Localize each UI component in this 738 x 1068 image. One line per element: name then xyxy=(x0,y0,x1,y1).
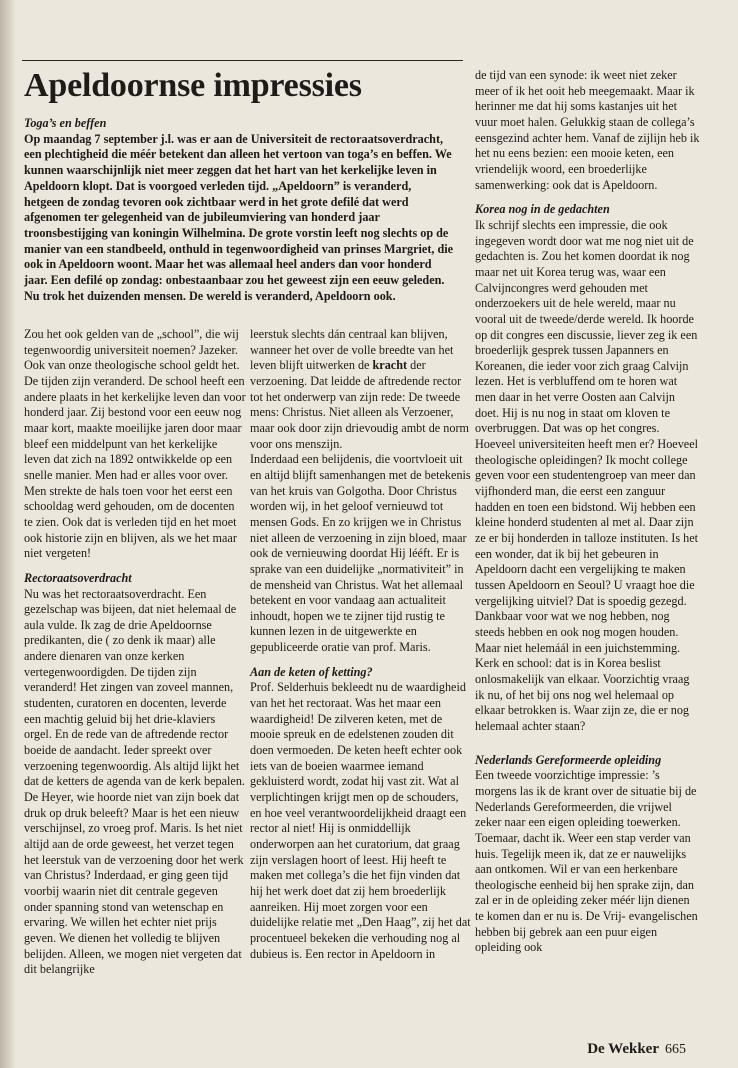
page-number: 665 xyxy=(665,1042,686,1057)
article-intro xyxy=(24,116,454,304)
subheading-nederlands-gereformeerde: Nederlands Gereformeerde opleiding xyxy=(475,752,662,767)
column-left xyxy=(24,327,246,978)
subheading-keten: Aan de keten of ketting? xyxy=(250,664,373,679)
text-run: leerstuk slechts dán centraal kan blijven, wanneer het over de volle breedte van het leven blijft uitwerken de xyxy=(250,327,454,373)
intro-kicker: Toga’s en beffen xyxy=(24,116,107,130)
paragraph: de tijd van een synode: ik weet niet zeker meer of ik het ooit heb meegemaakt. Maar ik herinner me dat hij soms kastanjes uit het vuur moet halen. Gelukkig staan de collega’s eensgezind achter hem. Vanaf de zijlijn heb ik het nu eens bezien: een mooie keten, een vriendelijk woord, een broederlijke samenwerking: ook dat is Apeldoorn. xyxy=(475,68,700,192)
top-rule xyxy=(22,60,463,61)
paragraph: Prof. Selderhuis bekleedt nu de waardigheid van het het rectoraat. Was het maar een waardigheid! De zilveren keten, met de mooie spreuk en de edelstenen zouden dit doen vermoeden. De keten heeft echter ook iets van de boeien waarmee iemand gekluisterd wordt, zodat hij vast zit. Wat al verplichtingen krijgt men op de schouders, en hoe veel verantwoordelijkheid draagt een rector al niet! Hij is onmiddellijk onderworpen aan het curatorium, dat graag zijn verslagen hoort of leest. Hij heeft te maken met collega’s die het fijn vinden dat hij het werk doet dat zij hem broederlijk aanreiken. Hij moet zorgen voor een duidelijke relatie met „Den Haag”, zij het dat procentueel bekeken die verhouding nog al dubieus is. Een rector in Apeldoorn in xyxy=(250,680,471,961)
paragraph: Inderdaad een belijdenis, die voortvloeit uit en altijd blijft samenhangen met de betekenis van het kruis van Golgotha. Door Christus worden wij, in het geloof vernieuwd tot mensen Gods. En zo krijgen we in Christus niet alleen de verzoening in zijn bloed, maar ook de vernieuwing doordat Hij lééft. Er is sprake van een duidelijke „normativiteit” in de mensheid van Christus. Wat het allemaal betekent en voor vandaag aan actualiteit inhoudt, hopen we te zijner tijd rustig te kunnen lezen in de uitgewerkte en gepubliceerde oratie van prof. Maris. xyxy=(250,452,471,655)
paragraph xyxy=(250,327,472,452)
intro-text: Op maandag 7 september j.l. was er aan de Universiteit de rectoraatsoverdracht, een plechtigheid die méér betekent dan alleen het vertoon van toga’s en beffen. We kunnen waarschijnlijk niet meer zeggen dat het hart van het kerkelijke leven in Apeldoorn klopt. Dat is voorgoed verleden tijd. „Apeldoorn” is veranderd, hetgeen de zondag tevoren ook zichtbaar werd in het grote defilé dat werd afgenomen ter gelegenheid van de jubileumviering van honderd jaar troonsbestijging van koningin Wilhelmina. De grote vorstin leeft nog slechts op de manier van een standbeeld, onthuld in tegenwoordigheid van prinses Margriet, die ook in Apeldoorn woont. Maar het was allemaal heel anders dan voor honderd jaar. Een defilé op zondag: onbestaanbaar zou het geweest zijn een eeuw geleden. Nu trok het duizenden mensen. De wereld is veranderd, Apeldoorn ook. xyxy=(24,131,454,303)
book-spine-shadow xyxy=(0,0,16,1068)
magazine-name: De Wekker xyxy=(587,1041,659,1057)
column-right xyxy=(475,68,700,956)
page-footer xyxy=(587,1041,686,1058)
paragraph: Ik schrijf slechts een impressie, die ook ingegeven wordt door wat me nog niet uit de gedachten is. Zou het komen doordat ik nog maar net uit Korea terug was, waar een Calvijncongres werd gehouden met onderzoekers uit de hele wereld, maar nu vooral uit de tweede/derde wereld. Ik hoorde op dit congres een discussie, liever zeg ik een broederlijk gesprek tussen Japanners en Koreanen, die ieder voor zich graag Calvijn lezen. Het is verbluffend om te horen wat men daar in het verre Oosten aan Calvijn doet. Hij is nu nog in staat om kloven te overbruggen. Dat was op het congres. Hoeveel universiteiten heeft men er? Hoeveel theologische opleidingen? Ik mocht college geven voor een studentengroep van meer dan vijfhonderd man, die eerst een zanguur hadden en toen een bidstond. Wij hebben een kleine honderd studenten al met al. Daar zijn ze er bij honderden in talloze instituten. Is het een wonder, dat ik bij het gebeuren in Apeldoorn dacht een vergelijking te maken tussen Apeldoorn en Seoul? U vraagt hoe die vergelijking uitviel? Dat is spoedig gezegd. Dankbaar voor wat we nog hebben, nog steeds hebben en ook nog mogen houden. Maar niet helemáál in een juichstemming. Kerk en school: dat is in Korea beslist onlosmakelijk van elkaar. Voorzichtig vraag ik nu, of het bij ons nog wel helemaal op elkaar betrokken is. Waar zijn ze, die er nog helemaal achter staan? xyxy=(475,217,699,733)
text-run: der verzoening. Dat leidde de aftredende rector tot het onderwerp van zijn rede: De tweede mens: Christus. Niet alleen als Verzoener, maar ook door zijn drievoudig ambt de norm voor ons menszijn. xyxy=(250,358,469,451)
article-title: Apeldoornse impressies xyxy=(24,67,362,104)
subheading-korea: Korea nog in de gedachten xyxy=(475,202,610,217)
emphasis-kracht: kracht xyxy=(372,358,408,373)
subheading-rectoraatsoverdracht: Rectoraatsoverdracht xyxy=(24,570,132,585)
paragraph: Een tweede voorzichtige impressie: ’s morgens las ik de krant over de situatie bij de Nederlands Gereformeerden, die vrijwel zeker naar een eigen opleiding toewerken. Toemaar, dacht ik. Weer een stap verder van huis. Tegelijk meen ik, dat ze er nauwelijks aan ontkomen. Wil er van een herkenbare theologische eenheid bij hen sprake zijn, dan zal er in de opleiding zeker méér lijn dienen te komen dan er nu is. De Vrij- evangelischen hebben bij gebrek aan een puur eigen opleiding ook xyxy=(475,768,698,955)
column-middle xyxy=(250,327,472,962)
paragraph: Nu was het rectoraatsoverdracht. Een gezelschap was bijeen, dat niet helemaal de aula vulde. Ik zag de drie Apeldoornse predikanten, die ( zo denk ik maar) alle andere dienaren van onze kerken vertegenwoordigden. De tijden zijn veranderd! Het zingen van zoveel mannen, studenten, curatoren en docenten, leverde een machtig geluid bij het drie-klaviers orgel. En de rede van de aftredende rector boeide de aandacht. Ieder spreekt over verzoening tegenwoordig. Als altijd lijkt het dat de ketters de agenda van de kerk bepalen. De Heyer, wie hoorde niet van zijn boek dat druk op druk beleeft? Maar is het een nieuw verschijnsel, zo vroeg prof. Maris. Is het niet altijd aan de orde geweest, het verzet tegen het leerstuk van de verzoening door het werk van Christus? Inderdaad, er ging geen tijd voorbij waarin niet dit centrale gegeven onder spanning stond van wetenschap en ervaring. We willen het echter niet prijs geven. We dienen het volledig te blijven belijden. Alleen, we mogen niet vergeten dat dit belangrijke xyxy=(24,586,245,977)
paragraph: Zou het ook gelden van de „school”, die wij tegenwoordig universiteit noemen? Jazeker. Ook van onze theologische school geldt het. De tijden zijn veranderd. De school heeft een andere plaats in het kerkelijke leven dan voor honderd jaar. Zij bestond voor een eeuw nog maar kort, maakte moeilijke jaren door maar bleef een middelpunt van het kerkelijke leven dat zich na 1892 ontwikkelde op een snelle manier. Men had er alles voor over. Men strekte de hals toen voor het eerst een schooldag werd gehouden, om de docenten te zien. Ook dat is verleden tijd en het moet ook historie zijn en blijven, als we het maar niet vergeten! xyxy=(24,327,246,561)
